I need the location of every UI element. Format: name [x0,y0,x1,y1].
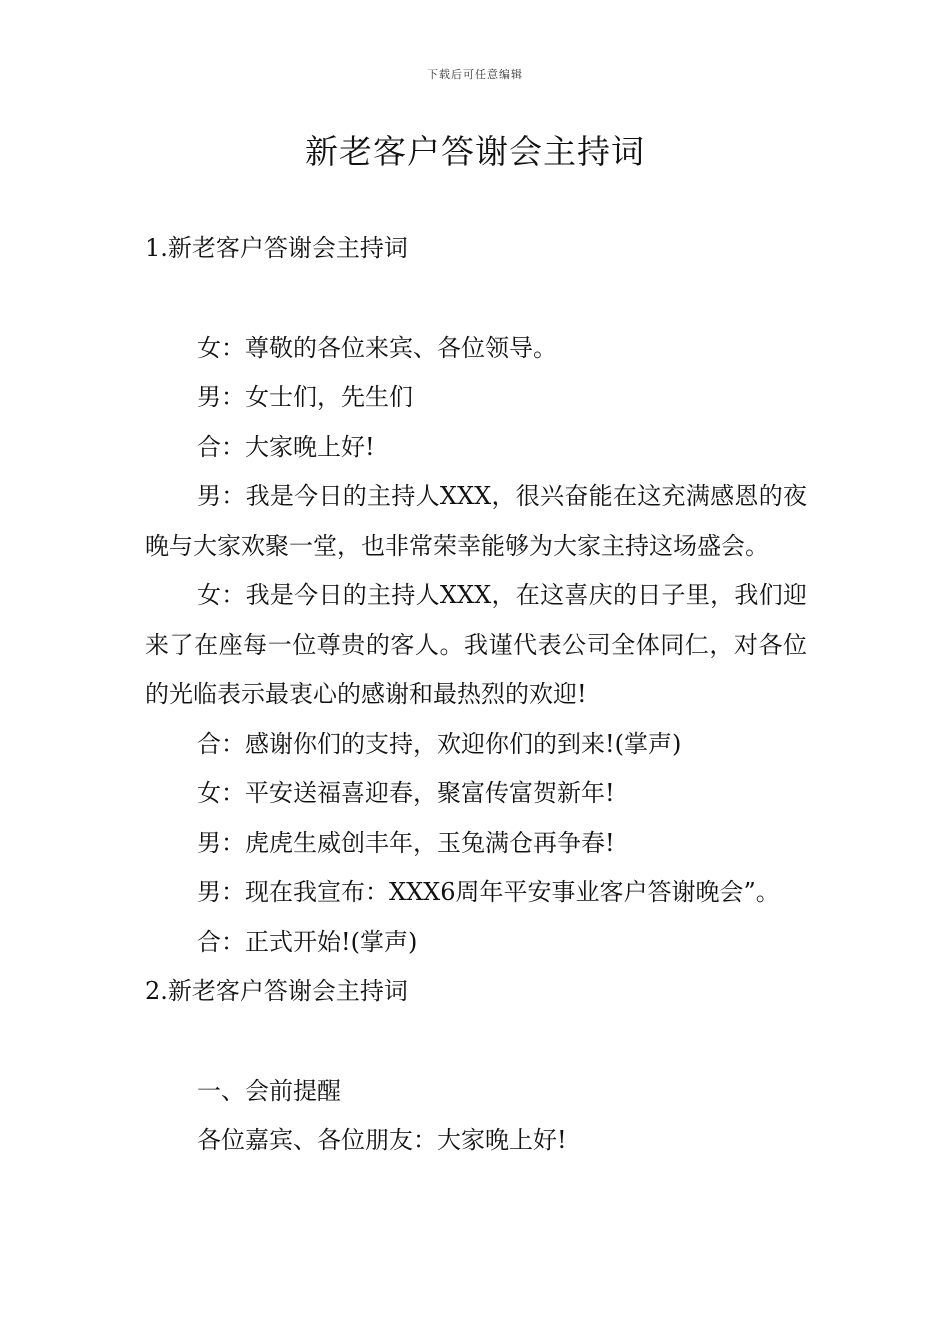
section-heading: 2.新老客户答谢会主持词 [145,977,408,1005]
paragraph: 男：现在我宣布：XXX6周年平安事业客户答谢晚会”。 [197,878,780,906]
paragraph: 一、会前提醒 [197,1076,341,1105]
paragraph: 男：女士们，先生们 [197,383,413,411]
blank-line [145,1017,807,1067]
paragraph: 各位嘉宾、各位朋友：大家晚上好! [197,1126,567,1154]
blank-line [145,274,807,324]
paragraph: 女：我是今日的主持人XXX，在这喜庆的日子里，我们迎来了在座每一位尊贵的客人。我谨代表公司全体同仁，对各位的光临表示最衷心的感谢和最热烈的欢迎! [145,581,807,708]
header-note: 下载后可任意编辑 [427,68,523,81]
paragraph: 合：感谢你们的支持，欢迎你们的到来!(掌声) [197,729,682,758]
document-title: 新老客户答谢会主持词 [305,132,645,171]
paragraph: 合：大家晚上好! [197,432,375,461]
paragraph: 合：正式开始!(掌声) [197,927,418,956]
section-1 [145,224,807,1166]
paragraph: 女：尊敬的各位来宾、各位领导。 [197,333,557,362]
section-heading: 1.新老客户答谢会主持词 [145,234,408,262]
paragraph: 女：平安送福喜迎春，聚富传富贺新年! [197,779,615,807]
paragraph: 男：虎虎生威创丰年，玉兔满仓再争春! [197,828,615,857]
paragraph: 男：我是今日的主持人XXX，很兴奋能在这充满感恩的夜晚与大家欢聚一堂，也非常荣幸能够为大家主持这场盛会。 [145,482,807,560]
